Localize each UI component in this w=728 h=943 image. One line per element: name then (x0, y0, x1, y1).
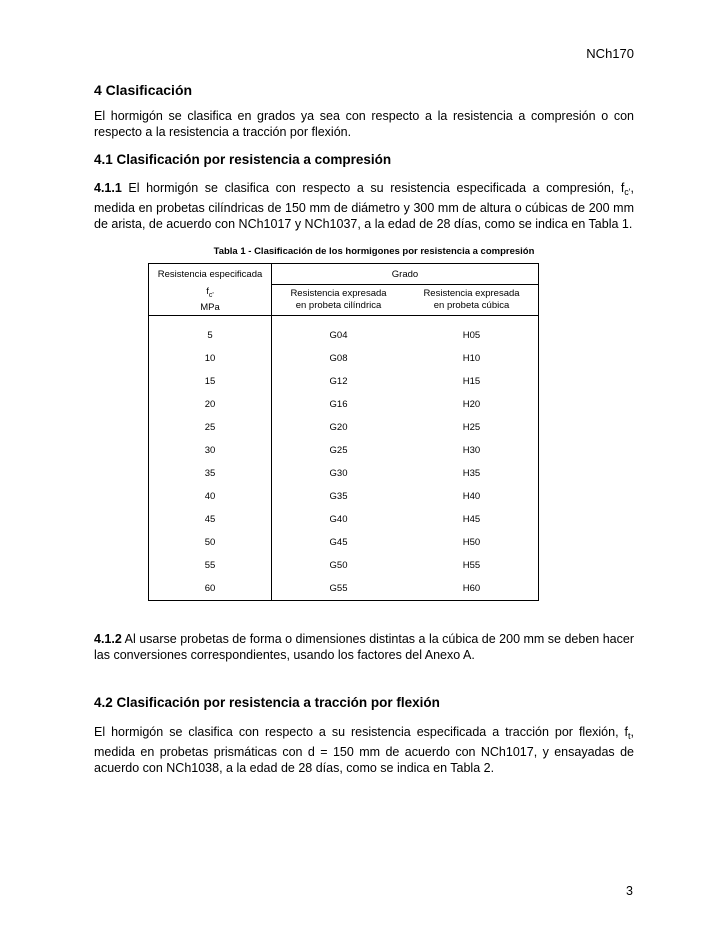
cell-cube-grade: H30 (405, 439, 539, 462)
ft-subscript: t (628, 731, 631, 741)
cell-mpa: 15 (149, 370, 272, 393)
table-row (149, 316, 539, 348)
paragraph-4-1-2-number: 4.1.2 (94, 632, 122, 646)
paragraph-4-1-1-number: 4.1.1 (94, 181, 122, 195)
cell-mpa: 45 (149, 508, 272, 531)
cell-cube-grade: H25 (405, 416, 539, 439)
fc-subscript: c' (624, 187, 631, 197)
section-4-2-title: 4.2 Clasificación por resistencia a tracción por flexión (94, 695, 440, 710)
table-row (149, 439, 539, 462)
table-row (149, 508, 539, 531)
cell-cube-grade: H40 (405, 485, 539, 508)
cell-cylinder-grade: G04 (329, 330, 348, 341)
cell-mpa: 20 (149, 393, 272, 416)
cell-mpa: 5 (149, 316, 272, 348)
col-cylinder-header-line1: Resistencia expresada (290, 288, 387, 299)
cell-cylinder-grade: G25 (329, 445, 348, 456)
fc-symbol: f (206, 285, 209, 297)
cell-cube-grade: H50 (405, 531, 539, 554)
paragraph-4-1-2 (94, 631, 634, 663)
cell-mpa: 55 (149, 554, 272, 577)
paragraph-4-1-1-text-a: El hormigón se clasifica con respecto a su resistencia especificada a compresión, f (121, 181, 625, 195)
col-cube-header-line2: en probeta cúbica (433, 300, 510, 311)
cell-cube-grade: H10 (405, 347, 539, 370)
section-4-title: 4 Clasificación (94, 82, 193, 98)
col-resistance-header: Resistencia especificada (149, 264, 272, 285)
col-grade-header: Grado (272, 264, 539, 285)
section-4-intro: El hormigón se clasifica en grados ya sea con respecto a la resistencia a compresión o con respecto a la resistencia a tracción por flexión. (94, 109, 634, 139)
section-4-1-title: 4.1 Clasificación por resistencia a compresión (94, 152, 392, 167)
paragraph-4-2-text-a: El hormigón se clasifica con respecto a su resistencia especificada a tracción por flexión, f (94, 725, 628, 739)
page-content (94, 82, 634, 776)
table-1-body (149, 316, 539, 601)
cell-cylinder-grade: G12 (329, 376, 348, 387)
page-number: 3 (626, 884, 633, 898)
cell-cylinder-grade: G40 (329, 514, 348, 525)
table-row (149, 485, 539, 508)
table-1-caption: Tabla 1 - Clasificación de los hormigones por resistencia a compresión (213, 246, 535, 257)
cell-cylinder-grade: G08 (329, 353, 348, 364)
cell-mpa: 60 (149, 577, 272, 601)
col-cylinder-header (272, 285, 406, 316)
cell-cube-grade: H05 (405, 316, 539, 348)
cell-mpa: 30 (149, 439, 272, 462)
col-resistance-unit: MPa (200, 301, 220, 313)
col-cube-header-line1: Resistencia expresada (423, 288, 520, 299)
paragraph-4-1-2-text: Al usarse probetas de forma o dimensiones distintas a la cúbica de 200 mm se deben hacer las conversiones correspondientes, usando los factores del Anexo A. (94, 632, 634, 662)
cell-mpa: 35 (149, 462, 272, 485)
table-row (149, 370, 539, 393)
table-row (149, 462, 539, 485)
table-row (149, 393, 539, 416)
cell-mpa: 50 (149, 531, 272, 554)
table-row (149, 416, 539, 439)
table-row (149, 347, 539, 370)
cell-cube-grade: H45 (405, 508, 539, 531)
table-row (149, 531, 539, 554)
document-code: NCh170 (586, 46, 634, 61)
paragraph-4-1-1 (94, 180, 634, 232)
cell-cylinder-grade: G30 (329, 468, 348, 479)
cell-cube-grade: H15 (405, 370, 539, 393)
cell-cube-grade: H35 (405, 462, 539, 485)
cell-cylinder-grade: G45 (329, 537, 348, 548)
cell-cylinder-grade: G55 (272, 577, 406, 601)
table-row (149, 554, 539, 577)
cell-cube-grade: H55 (405, 554, 539, 577)
cell-mpa: 25 (149, 416, 272, 439)
cell-cylinder-grade: G16 (329, 399, 348, 410)
col-cylinder-header-line2: en probeta cilíndrica (295, 300, 382, 311)
cell-cylinder-grade: G50 (329, 560, 348, 571)
cell-mpa: 40 (149, 485, 272, 508)
cell-cylinder-grade: G20 (329, 422, 348, 433)
col-resistance-symbol (149, 285, 272, 316)
col-cube-header (405, 285, 539, 316)
table-1 (148, 263, 539, 601)
paragraph-4-2-text-b: , medida en probetas prismáticas con d = 150 mm de acuerdo con NCh1017, y ensayadas de acuerdo con NCh1038, a la edad de 28 días, como se indica en Tabla 2. (94, 725, 634, 775)
cell-cylinder-grade: G35 (329, 491, 348, 502)
paragraph-4-2 (94, 724, 634, 776)
cell-mpa: 10 (149, 347, 272, 370)
fc-symbol-subscript: c' (208, 291, 214, 299)
paragraph-4-1-1-text-b: , medida en probetas cilíndricas de 150 mm de diámetro y 300 mm de altura o cúbicas de 200 mm de arista, de acuerdo con NCh1017 y NCh1037, a la edad de 28 días, como se indica en Tabla 1. (94, 181, 634, 231)
table-row (149, 577, 539, 601)
cell-cube-grade: H60 (405, 577, 539, 601)
cell-cube-grade: H20 (405, 393, 539, 416)
